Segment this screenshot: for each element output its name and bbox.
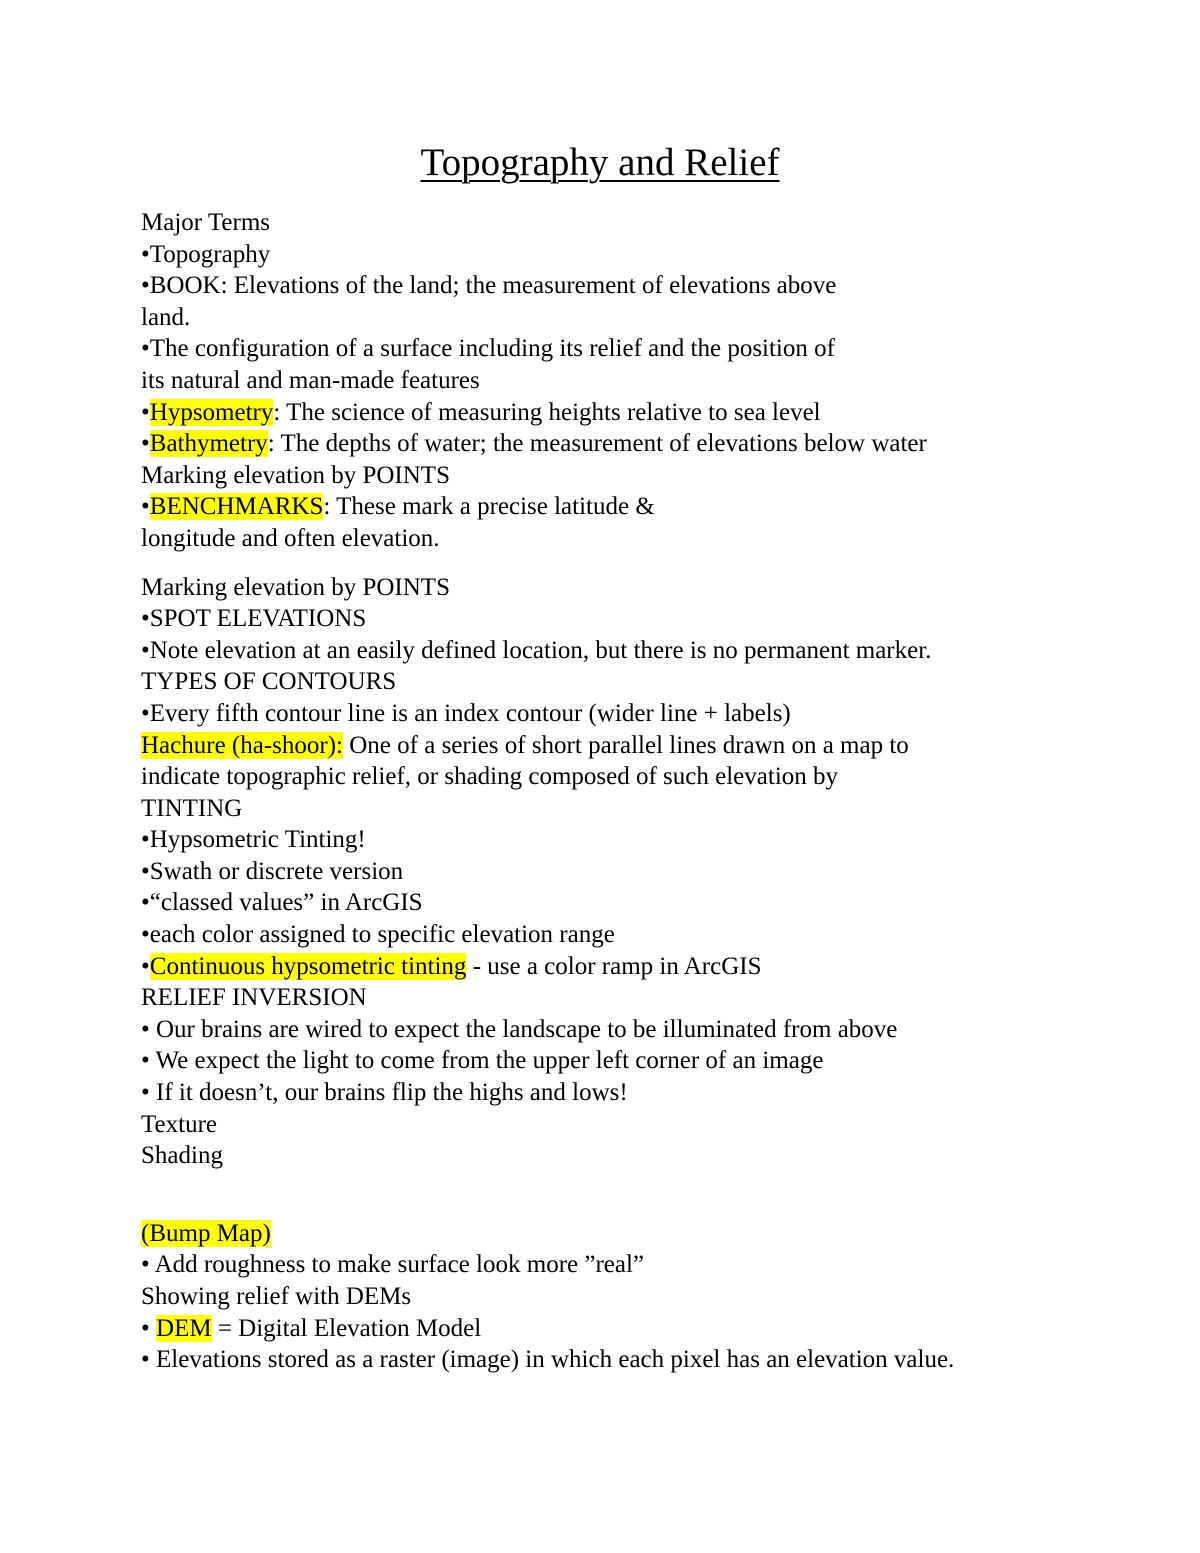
text-line: •Hypsometric Tinting! [141, 826, 366, 854]
highlighted-term: Continuous hypsometric tinting [149, 952, 467, 980]
text-line: • Our brains are wired to expect the landscape to be illuminated from above [141, 1015, 898, 1043]
highlighted-term: DEM [156, 1314, 212, 1342]
highlighted-term: Hypsometry [149, 398, 274, 426]
text-line: •“classed values” in ArcGIS [141, 889, 423, 917]
bullet: • [141, 1314, 157, 1342]
text-line: •Swath or discrete version [141, 857, 404, 885]
text-line: • We expect the light to come from the upper left corner of an image [141, 1047, 824, 1075]
text-line: • If it doesn’t, our brains flip the highs and lows! [141, 1079, 628, 1107]
bullet: • [141, 493, 150, 521]
text-line: Marking elevation by POINTS [141, 461, 450, 489]
page-title: Topography and Relief [420, 141, 780, 184]
term-definition: - use a color ramp in ArcGIS [466, 952, 762, 980]
highlighted-term: Hachure (ha-shoor): [141, 731, 343, 759]
text-line: Marking elevation by POINTS [141, 573, 450, 601]
text-line: indicate topographic relief, or shading composed of such elevation by [141, 763, 839, 791]
text-line [141, 1218, 1141, 1250]
bullet: • [141, 398, 150, 426]
term-definition: One of a series of short parallel lines drawn on a map to [343, 731, 909, 759]
text-line [141, 1313, 1141, 1345]
text-line: Major Terms [141, 209, 271, 236]
text-line [141, 491, 1141, 523]
document-body [141, 207, 1141, 1376]
text-line: •each color assigned to specific elevation range [141, 921, 615, 949]
text-line [141, 428, 1141, 460]
bullet: • [141, 952, 150, 980]
text-line: RELIEF INVERSION [141, 984, 367, 1012]
text-line: •SPOT ELEVATIONS [141, 605, 367, 633]
text-line: Shading [141, 1142, 223, 1170]
term-definition: : The science of measuring heights relative to sea level [273, 398, 821, 426]
text-line [141, 397, 1141, 429]
term-definition: : The depths of water; the measurement of elevations below water [267, 430, 927, 458]
text-line: TYPES OF CONTOURS [141, 668, 397, 696]
text-line: •BOOK: Elevations of the land; the measurement of elevations above [141, 272, 837, 300]
text-line: its natural and man-made features [141, 366, 480, 394]
text-line [141, 951, 1141, 983]
highlighted-term: BENCHMARKS [149, 493, 324, 521]
text-line: Texture [141, 1110, 217, 1138]
text-line: •Note elevation at an easily defined location, but there is no permanent marker. [141, 636, 932, 664]
text-line: longitude and often elevation. [141, 524, 440, 552]
text-line: TINTING [141, 794, 243, 822]
text-line: land. [141, 303, 191, 331]
text-line: •The configuration of a surface including its relief and the position of [141, 335, 835, 363]
text-line: Showing relief with DEMs [141, 1283, 412, 1310]
highlighted-term: (Bump Map) [141, 1219, 271, 1247]
text-line: •Every fifth contour line is an index contour (wider line + labels) [141, 699, 791, 727]
text-line: • Add roughness to make surface look more ”real” [141, 1251, 645, 1279]
highlighted-term: Bathymetry [149, 430, 268, 458]
text-line: • Elevations stored as a raster (image) in which each pixel has an elevation value. [141, 1346, 955, 1374]
text-line [141, 730, 1141, 762]
bullet: • [141, 430, 150, 458]
paragraph-gap [141, 555, 1141, 572]
paragraph-gap [141, 1172, 1141, 1218]
text-line: •Topography [141, 240, 271, 268]
term-definition: = Digital Elevation Model [211, 1314, 482, 1342]
term-definition: : These mark a precise latitude & [323, 493, 655, 521]
